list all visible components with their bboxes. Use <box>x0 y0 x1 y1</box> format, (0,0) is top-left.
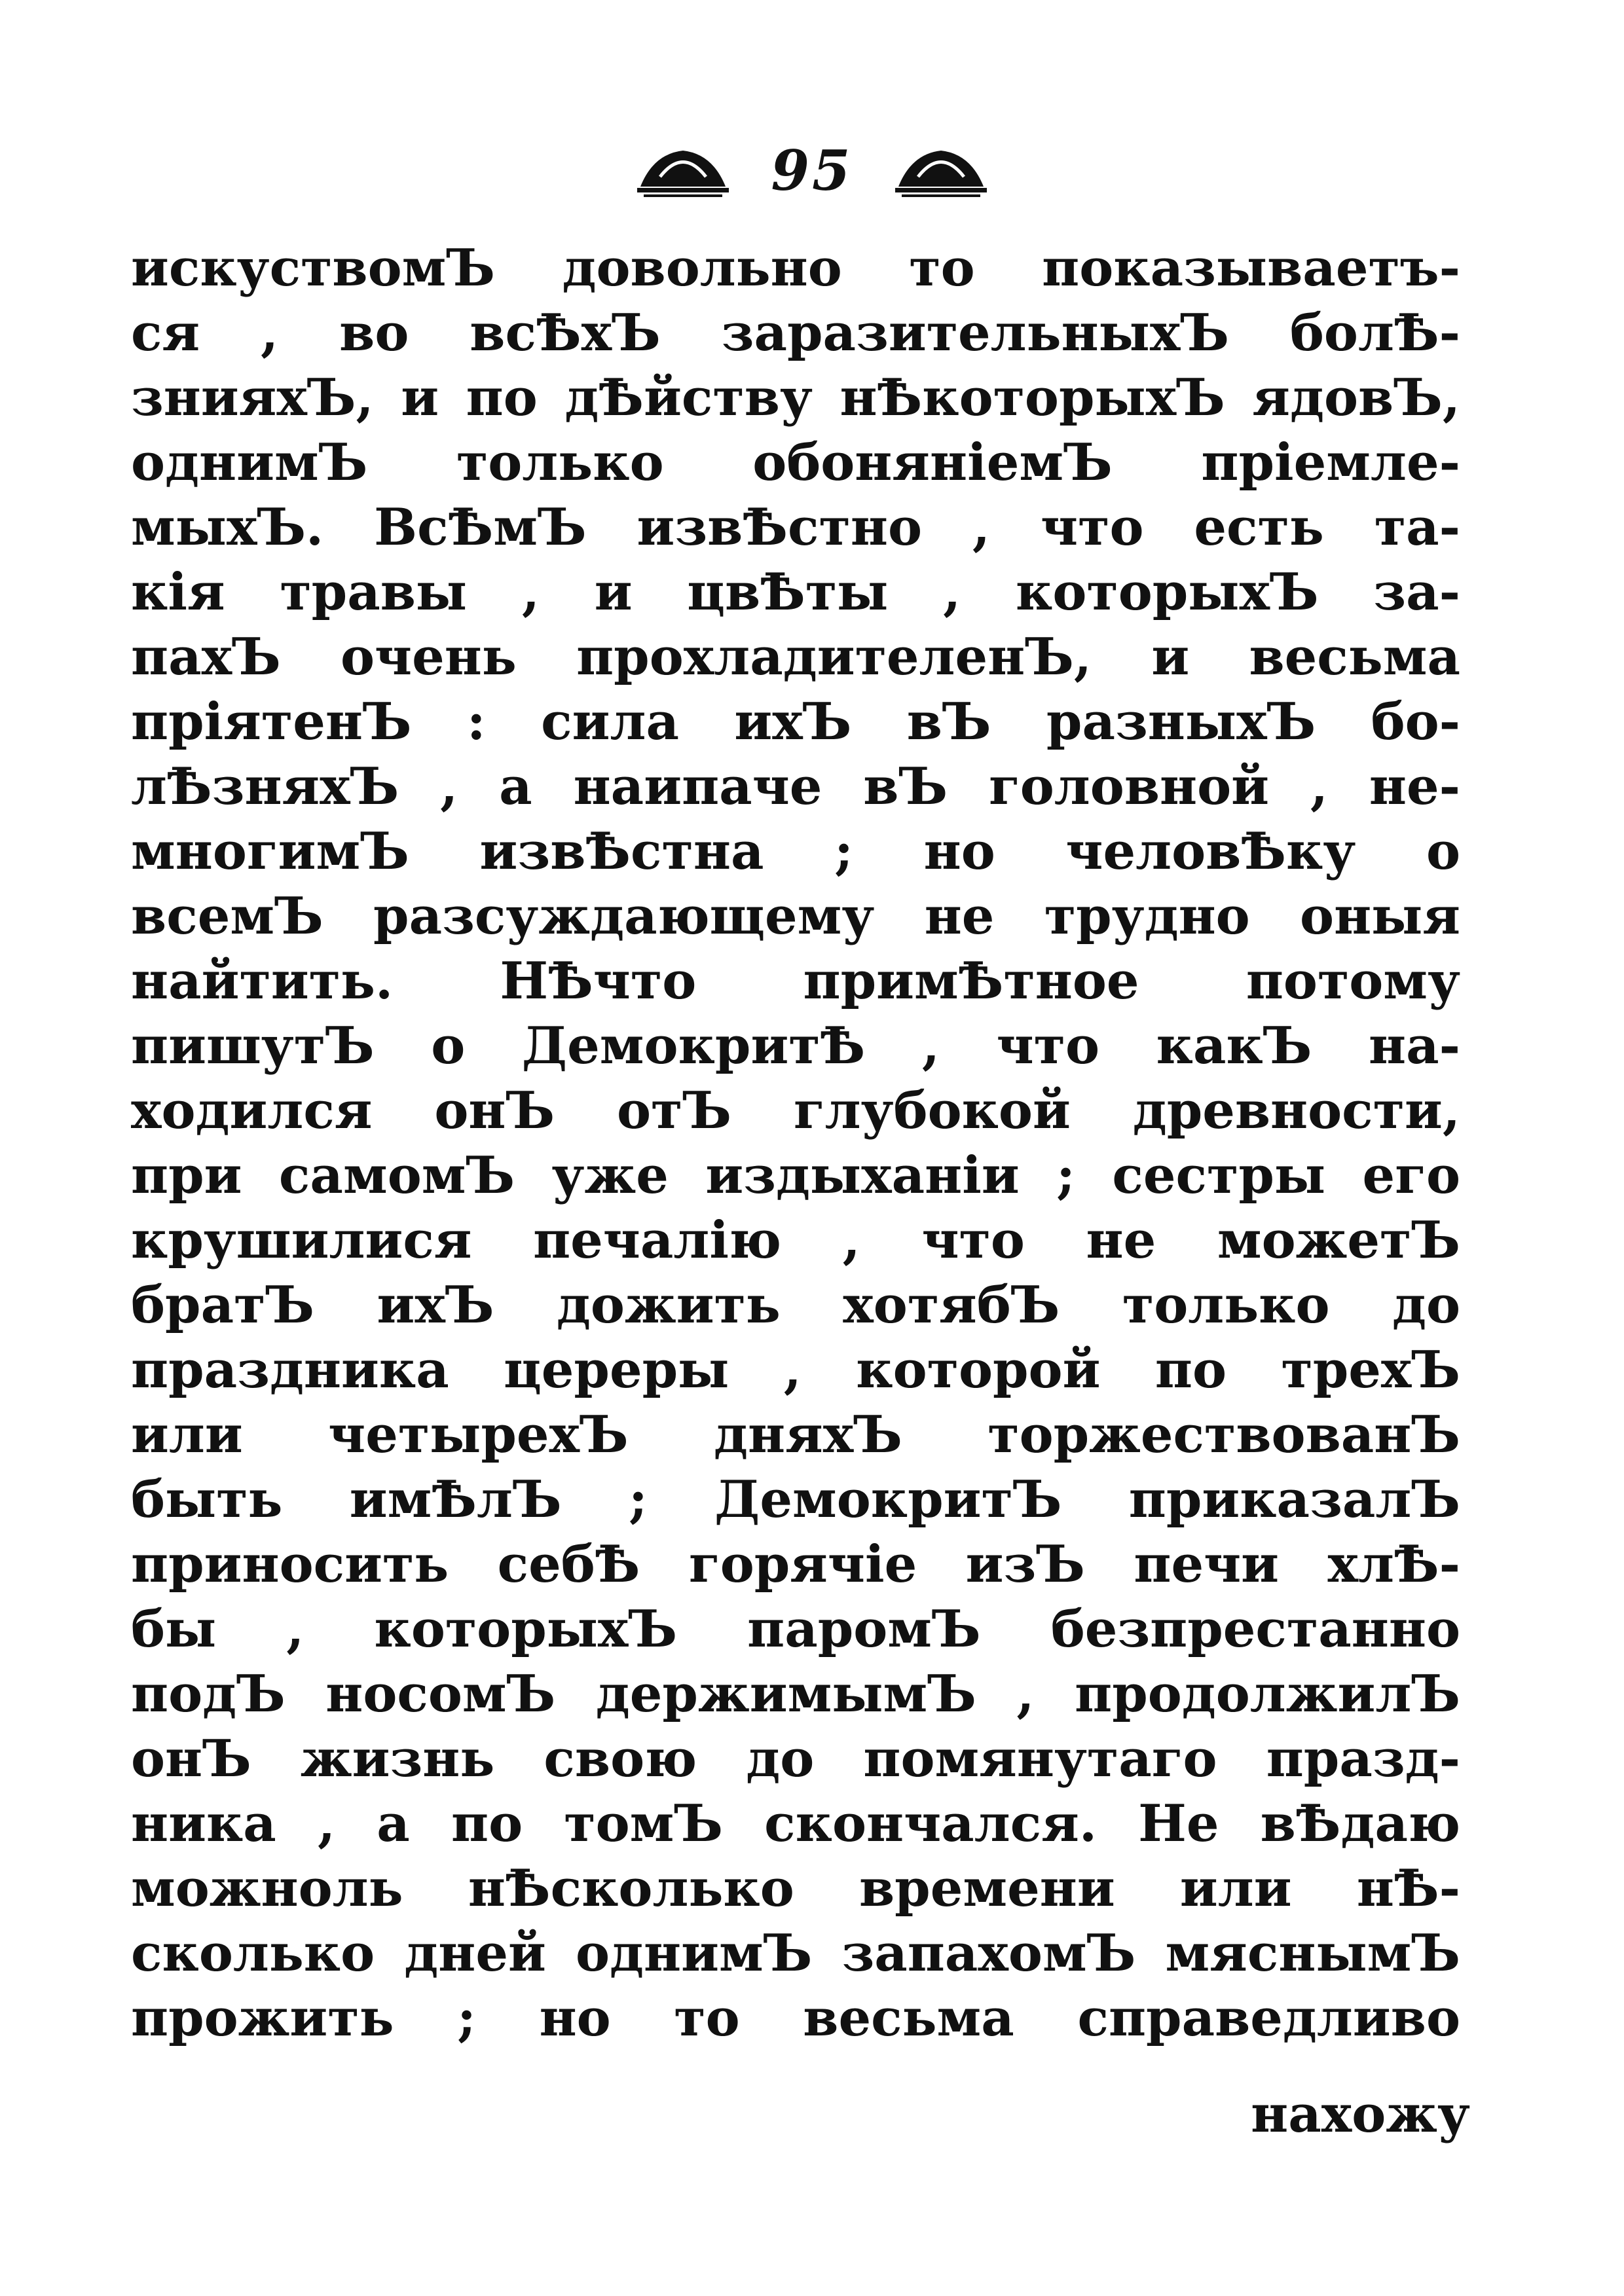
left-ornament-icon <box>634 141 732 200</box>
body-text <box>131 236 1460 2050</box>
text-line: крушилися печалію , что не можетЪ <box>131 1211 1460 1270</box>
text-line: или четырехЪ дняхЪ торжествованЪ <box>131 1405 1460 1465</box>
text-line: быть имѢлЪ ; ДемокритЪ приказалЪ <box>131 1470 1460 1529</box>
text-line: прожить ; но то весьма справедливо <box>131 1988 1460 2048</box>
text-line: подЪ носомЪ держимымЪ , продолжилЪ <box>131 1664 1460 1724</box>
text-line: праздника цереры , которой по трехЪ <box>131 1340 1460 1400</box>
page-header <box>0 131 1624 210</box>
text-line: братЪ ихЪ дожить хотябЪ только до <box>131 1275 1460 1335</box>
text-line: ся , во всѢхЪ заразительныхЪ болѢ- <box>131 303 1460 363</box>
text-line: можноль нѢсколько времени или нѢ- <box>131 1859 1460 1918</box>
text-line: ходился онЪ отЪ глубокой древности, <box>131 1081 1460 1140</box>
text-line: приносить себѢ горячіе изЪ печи хлѢ- <box>131 1535 1460 1594</box>
catchword: нахожу <box>1251 2085 1470 2144</box>
text-line: ника , а по томЪ скончался. Не вѢдаю <box>131 1794 1460 1853</box>
text-line: найтить. НѢчто примѢтное потому <box>131 951 1460 1011</box>
text-line: при самомЪ уже издыханіи ; сестры его <box>131 1146 1460 1205</box>
text-line: пріятенЪ : сила ихЪ вЪ разныхЪ бо- <box>131 692 1460 752</box>
text-line: однимЪ только обоняніемЪ пріемле- <box>131 433 1460 492</box>
text-line: лѢзняхЪ , а наипаче вЪ головной , не- <box>131 757 1460 816</box>
text-line: искуствомЪ довольно то показываетъ- <box>131 238 1460 298</box>
text-line: пишутЪ о ДемокритѢ , что какЪ на- <box>131 1016 1460 1076</box>
text-line: многимЪ извѢстна ; но человѢку о <box>131 822 1460 881</box>
text-line: бы , которыхЪ паромЪ безпрестанно <box>131 1599 1460 1659</box>
page-number: 95 <box>771 137 853 203</box>
text-line: кія травы , и цвѢты , которыхЪ за- <box>131 562 1460 622</box>
text-line: мыхЪ. ВсѢмЪ извѢстно , что есть та- <box>131 498 1460 557</box>
text-line: пахЪ очень прохладителенЪ, и весьма <box>131 627 1460 687</box>
text-line: онЪ жизнь свою до помянутаго празд- <box>131 1729 1460 1789</box>
text-line: сколько дней однимЪ запахомЪ мяснымЪ <box>131 1923 1460 1983</box>
text-line: знияхЪ, и по дѢйству нѢкоторыхЪ ядовЪ, <box>131 368 1460 428</box>
text-line: всемЪ разсуждающему не трудно оныя <box>131 886 1460 946</box>
right-ornament-icon <box>892 141 990 200</box>
